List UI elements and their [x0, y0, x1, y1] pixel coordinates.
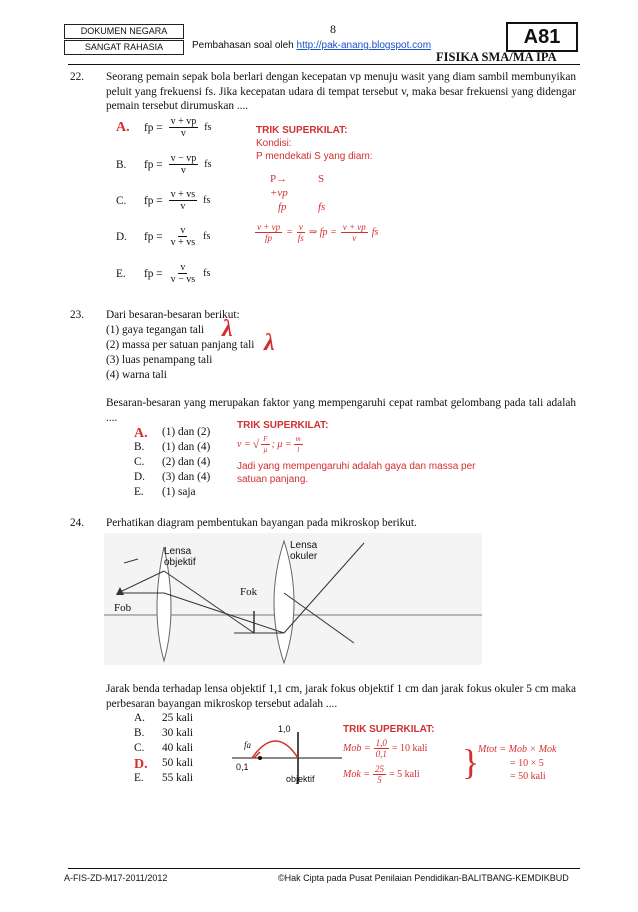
eq-equals: = — [286, 227, 293, 238]
q22-fp: fp — [278, 201, 287, 213]
m-ob-eq — [343, 738, 427, 759]
m-tot-2: = 10 × 5 — [510, 758, 544, 769]
q22-option-label: E. — [116, 267, 126, 280]
q23-option-row — [134, 471, 210, 483]
q22-option-frac — [169, 189, 198, 212]
q23-option-text: (2) dan (4) — [162, 456, 211, 468]
eq-frac-2 — [297, 222, 305, 243]
doc-negara-label: DOKUMEN NEGARA — [80, 26, 168, 36]
q23-mark-1: λ — [222, 316, 233, 342]
q24-option-label: E. — [134, 772, 144, 784]
q22-option-frac — [169, 262, 198, 285]
q24-text: Perhatikan diagram pembentukan bayangan pada mikroskop berikut. — [106, 517, 417, 529]
label-lensa-objektif: Lensa objektif — [164, 546, 196, 568]
m-ok-num: 25 — [375, 764, 385, 774]
q22-option-den: v — [180, 201, 186, 212]
q23-option-label: B. — [134, 441, 145, 453]
formula-v: v = — [237, 439, 251, 450]
q24-option-label: B. — [134, 727, 145, 739]
q22-rhs: fs — [204, 159, 212, 170]
eq-implies: ⇒ fp = — [308, 227, 337, 238]
m-ob-frac — [374, 738, 389, 759]
q22-rhs: fs — [203, 195, 211, 206]
q24-option-row — [134, 712, 193, 724]
q22-fs: fs — [318, 201, 326, 213]
formula-m-l — [294, 434, 303, 455]
q23-item: (1) gaya tegangan tali — [106, 324, 205, 336]
q24-option-row — [134, 757, 193, 773]
q22-lhs: fp = — [144, 194, 163, 207]
q23-formula: v = √ F μ ; μ = $\frac{m}{l}$ — [237, 435, 301, 454]
formula-m: m — [295, 435, 301, 443]
q24-question: Jarak benda terhadap lensa objektif 1,1 cm, jarak fokus objektif 1 cm dan jarak fokus okuler 5 cm maka perbesaran bayangan mikroskop tersebut adalah .... — [106, 683, 576, 710]
q23-option-text: (1) dan (4) — [162, 441, 211, 453]
eq-num-3: v + vp — [342, 222, 366, 232]
q22-plus-vp: +vp — [270, 187, 288, 199]
formula-F: F — [263, 435, 268, 443]
m-ob-num: 1,0 — [375, 738, 387, 748]
q23-option-text: (3) dan (4) — [162, 471, 211, 483]
q22-lhs: fp = — [144, 230, 163, 243]
q24-option-text: 40 kali — [162, 742, 194, 754]
m-ok-eq — [343, 764, 420, 785]
q22-option-num: v — [180, 225, 186, 236]
q24-option-label: D. — [134, 757, 148, 772]
q22-p-arrow: P→ — [270, 173, 288, 185]
m-ob-den: 0,1 — [375, 749, 387, 759]
q22-option-label: B. — [116, 158, 127, 171]
q22-option-label: C. — [116, 194, 127, 207]
eq-den-2: fs — [297, 233, 304, 243]
m-tot: Mtot = Mob × Mok — [478, 744, 557, 755]
page-number: 8 — [330, 22, 336, 36]
q23-option-label: D. — [134, 471, 145, 483]
q23-option-label: E. — [134, 486, 144, 498]
q22-kondisi-text: P mendekati S yang diam: — [256, 151, 373, 162]
q22-option-row — [116, 116, 211, 139]
q22-option-row — [116, 189, 210, 212]
q23-option-row — [134, 456, 210, 468]
q24-option-row — [134, 772, 193, 784]
sangat-rahasia-box — [64, 40, 184, 55]
q22-option-row — [116, 225, 210, 248]
mini-objektif: objektif — [286, 774, 315, 784]
eq-frac-1 — [255, 222, 282, 243]
footer-code: A-FIS-ZD-M17-2011/2012 — [64, 873, 168, 883]
q22-trik-title: TRIK SUPERKILAT: — [256, 125, 348, 136]
q22-option-row — [116, 153, 211, 176]
q22-s: S — [318, 173, 325, 185]
q23-option-text: (1) saja — [162, 486, 196, 498]
q22-option-den: v − vs — [170, 274, 196, 285]
q22-option-num: v − vp — [170, 153, 197, 164]
q24-number: 24. — [70, 517, 85, 529]
q23-option-text: (1) dan (2) — [162, 426, 211, 438]
q23-option-row — [134, 486, 196, 498]
q23-item: (4) warna tali — [106, 369, 167, 381]
q22-option-den: v — [180, 128, 186, 139]
q24-option-text: 50 kali — [162, 757, 194, 769]
q23-option-row — [134, 441, 210, 453]
formula-sep: ; μ = — [271, 439, 292, 450]
q22-option-label: D. — [116, 230, 127, 243]
q22-lhs: fp = — [144, 267, 163, 280]
q22-number: 22. — [70, 71, 85, 83]
q23-mark-2: λ — [264, 330, 275, 356]
q22-option-den: v — [180, 165, 186, 176]
m-tot-3: = 50 kali — [510, 771, 546, 782]
m-ok-label: Mok = — [343, 769, 371, 780]
m-ob-label: Mob = — [343, 743, 371, 754]
q22-option-num: v + vp — [170, 116, 197, 127]
q23-question: Besaran-besaran yang merupakan faktor yang mempengaruhi cepat rambat gelombang pada tali adalah .... — [106, 397, 576, 424]
eq-num-2: v — [298, 222, 303, 232]
q24-option-label: A. — [134, 712, 145, 724]
q22-option-frac — [169, 116, 199, 139]
pembahasan-text: Pembahasan soal oleh — [192, 40, 294, 51]
q22-rhs: fs — [203, 231, 211, 242]
pembahasan-line — [192, 40, 431, 51]
q22-text: Seorang pemain sepak bola berlari dengan kecepatan vp menuju wasit yang diam sambil membunyikan peluit yang frekuensi fs. Jika kecepatan udara di tempat tersebut v, maka besar frekuensi yang didengar pemain tersebut dirumuskan .... — [106, 71, 576, 113]
formula-mu-den: μ — [263, 446, 268, 454]
label-f-ok: Fok — [240, 586, 258, 598]
q24-option-row — [134, 727, 193, 739]
q22-option-label: A. — [116, 119, 130, 135]
blog-link[interactable]: http://pak-anang.blogspot.com — [296, 40, 432, 51]
doc-negara-box — [64, 24, 184, 39]
q22-option-row — [116, 262, 210, 285]
brace: } — [462, 742, 480, 782]
q23-trik-title: TRIK SUPERKILAT: — [237, 420, 329, 431]
q24-option-label: C. — [134, 742, 145, 754]
q22-option-frac — [169, 225, 198, 248]
q22-lhs: fp = — [144, 121, 163, 134]
formula-l: l — [297, 446, 300, 454]
mini-fa: fa — [244, 740, 252, 750]
q23-option-label: A. — [134, 426, 148, 441]
q23-number: 23. — [70, 309, 85, 321]
m-ok-res: = 5 kali — [389, 769, 420, 780]
m-ok-frac — [373, 764, 386, 785]
eq-num-1: v + vp — [257, 222, 281, 232]
label-f-ob: Fob — [114, 602, 132, 614]
footer-rule — [68, 868, 580, 869]
eq-frac-3 — [341, 222, 368, 243]
q24-option-text: 30 kali — [162, 727, 194, 739]
code-label: A81 — [523, 26, 561, 48]
formula-f-mu — [261, 434, 269, 455]
q22-option-num: v — [180, 262, 186, 273]
q22-rhs: fs — [204, 122, 212, 133]
q22-option-den: v + vs — [170, 237, 196, 248]
q22-option-num: v + vs — [170, 189, 196, 200]
m-ob-res: = 10 kali — [391, 743, 428, 754]
q24-trik-title: TRIK SUPERKILAT: — [343, 724, 435, 735]
subject-title: FISIKA SMA/MA IPA — [436, 50, 557, 64]
eq-fs: fs — [371, 227, 379, 238]
q23-intro: Dari besaran-besaran berikut: — [106, 309, 240, 321]
header-rule — [68, 64, 580, 65]
sangat-rahasia-label: SANGAT RAHASIA — [84, 42, 164, 52]
eq-den-3: v — [352, 233, 357, 243]
m-ok-den: 5 — [377, 775, 382, 785]
q23-note: Jadi yang mempengaruhi adalah gaya dan massa per satuan panjang. — [237, 461, 476, 485]
q22-option-frac — [169, 153, 199, 176]
q22-lhs: fp = — [144, 158, 163, 171]
q22-rhs: fs — [203, 268, 211, 279]
q22-equation — [255, 222, 378, 243]
code-box — [506, 22, 578, 52]
label-lensa-okuler: Lensa okuler — [290, 540, 318, 562]
q23-item: (2) massa per satuan panjang tali — [106, 339, 255, 351]
q23-option-row — [134, 426, 210, 442]
q24-option-text: 55 kali — [162, 772, 194, 784]
q23-item: (3) luas penampang tali — [106, 354, 213, 366]
q23-option-label: C. — [134, 456, 145, 468]
q24-option-text: 25 kali — [162, 712, 194, 724]
q22-kondisi: Kondisi: — [256, 138, 292, 149]
q24-option-row — [134, 742, 193, 754]
eq-den-1: fp — [265, 233, 273, 243]
footer-copyright: ©Hak Cipta pada Pusat Penilaian Pendidikan-BALITBANG-KEMDIKBUD — [278, 873, 569, 883]
mini-val-10: 1,0 — [278, 724, 291, 734]
mini-val-01: 0,1 — [236, 762, 249, 772]
